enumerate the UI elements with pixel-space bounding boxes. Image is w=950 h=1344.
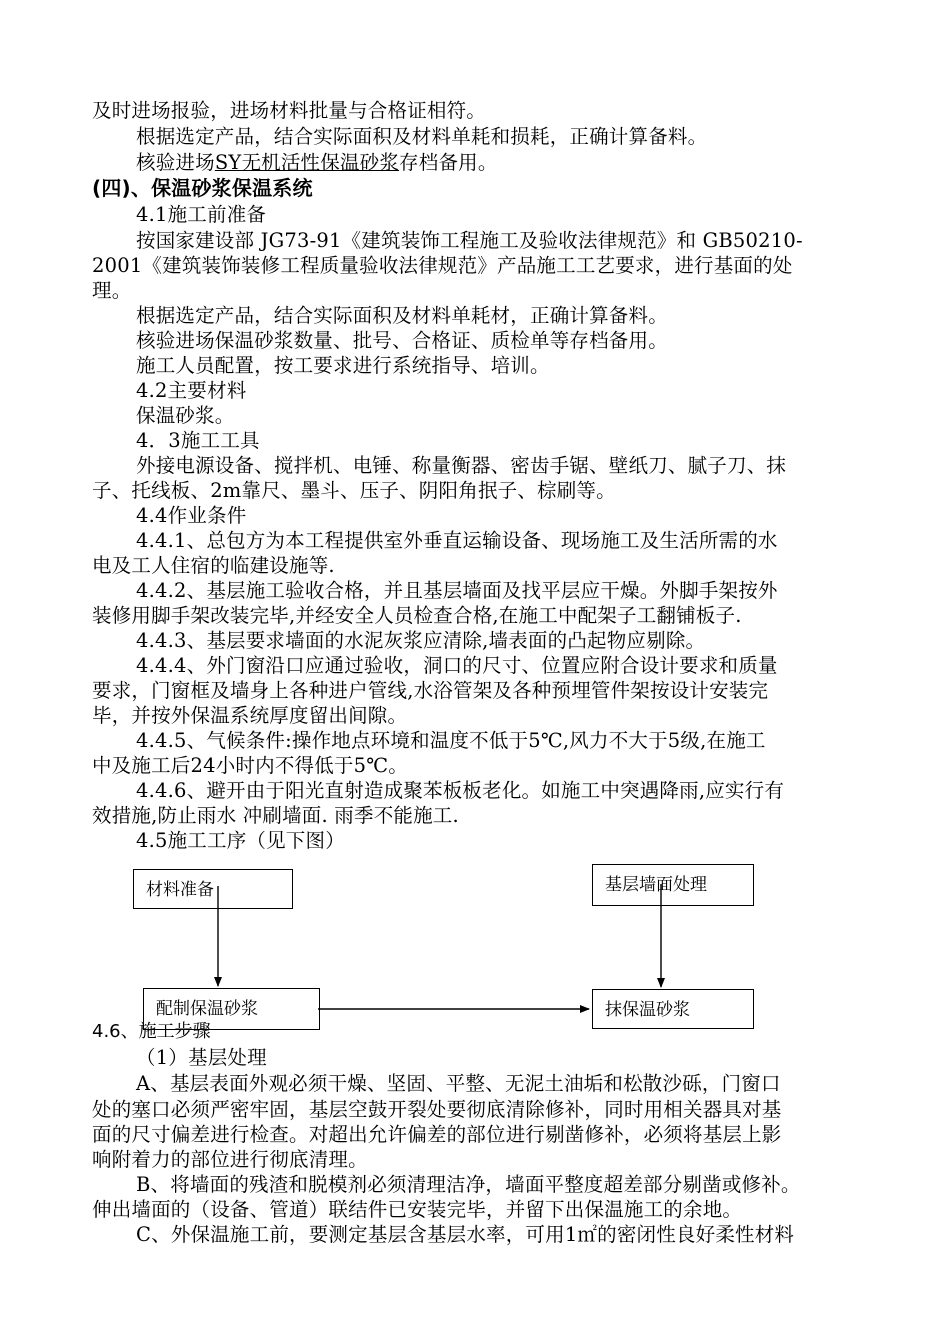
text-line: 4.4.4、外门窗沿口应通过验收，洞口的尺寸、位置应附合设计要求和质量	[136, 654, 778, 677]
text-line: 4.4.5、气候条件:操作地点环境和温度不低于5℃,风力不大于5级,在施工	[136, 729, 766, 752]
subsection-heading: 4.5施工工序（见下图）	[136, 829, 345, 852]
text-line: A、基层表面外观必须干燥、坚固、平整、无泥土油垢和松散沙砾，门窗口	[136, 1072, 781, 1095]
text-line: 根据选定产品，结合实际面积及材料单耗材，正确计算备料。	[136, 304, 668, 327]
subsection-heading: 4.2主要材料	[136, 379, 247, 402]
section-heading: (四)、保温砂浆保温系统	[92, 176, 313, 200]
text-line: 理。	[92, 279, 132, 302]
step-heading: 4.6、施工步骤	[92, 1021, 211, 1042]
text-line: 面的尺寸偏差进行检查。对超出允许偏差的部位进行剔凿修补，必须将基层上影	[92, 1123, 782, 1146]
text-line: 根据选定产品，结合实际面积及材料单耗和损耗，正确计算备料。	[136, 125, 708, 148]
text-line: 要求，门窗框及墙身上各种进户管线,水浴管架及各种预埋管件架按设计安装完	[92, 679, 769, 702]
text-span: 存档备用。	[399, 151, 498, 174]
text-line: 伸出墙面的（设备、管道）联结件已安装完毕，并留下出保温施工的余地。	[92, 1198, 743, 1221]
text-line: 4.4.6、避开由于阳光直射造成聚苯板板老化。如施工中突遇降雨,应实行有	[136, 779, 785, 802]
flow-box-label: 材料准备	[146, 880, 214, 900]
text-line: 及时进场报验，进场材料批量与合格证相符。	[92, 99, 487, 122]
text-line: 装修用脚手架改装完毕,并经安全人员检查合格,在施工中配架子工翻铺板子.	[92, 604, 742, 627]
text-line: 4.4.3、基层要求墙面的水泥灰浆应清除,墙表面的凸起物应剔除。	[136, 629, 706, 652]
subsection-heading: 4.4作业条件	[136, 504, 247, 527]
text-line: 中及施工后24小时内不得低于5℃。	[92, 754, 408, 777]
text-line: 响附着力的部位进行彻底清理。	[92, 1148, 368, 1171]
text-line: 施工人员配置，按工要求进行系统指导、培训。	[136, 354, 550, 377]
text-line: C、外保温施工前，要测定基层含基层水率，可用1㎡的密闭性良好柔性材料	[136, 1223, 795, 1246]
text-line: 毕，并按外保温系统厚度留出间隙。	[92, 704, 408, 727]
text-line: 电及工人住宿的临建设施等.	[92, 554, 335, 577]
text-line: 2001《建筑装饰装修工程质量验收法律规范》产品施工工艺要求，进行基面的处	[92, 254, 793, 277]
text-line: 子、托线板、2m靠尺、墨斗、压子、阴阳角抿子、棕刷等。	[92, 479, 616, 502]
text-line: 保温砂浆。	[136, 404, 235, 427]
subsection-heading: 4．3施工工具	[136, 429, 260, 452]
text-line: 处的塞口必须严密牢固，基层空鼓开裂处要彻底清除修补，同时用相关器具对基	[92, 1098, 782, 1121]
text-line: 外接电源设备、搅拌机、电锤、称量衡器、密齿手锯、壁纸刀、腻子刀、抹	[136, 454, 787, 477]
text-line: B、将墙面的残渣和脱模剂必须清理洁净，墙面平整度超差部分剔凿或修补。	[136, 1173, 801, 1196]
text-line: 4.4.2、基层施工验收合格，并且基层墙面及找平层应干燥。外脚手架按外	[136, 579, 778, 602]
subsection-heading: 4.1施工前准备	[136, 203, 267, 226]
text-line: 按国家建设部 JG73-91《建筑装饰工程施工及验收法律规范》和 GB50210-	[136, 229, 803, 252]
underlined-product-name: SY无机活性保温砂浆	[214, 151, 400, 174]
text-span: 核验进场	[136, 151, 215, 174]
text-line: 4.4.1、总包方为本工程提供室外垂直运输设备、现场施工及生活所需的水	[136, 529, 778, 552]
flow-box-label: 抹保温砂浆	[605, 1000, 690, 1020]
flow-box-label: 配制保温砂浆	[156, 999, 258, 1019]
flow-box-label: 基层墙面处理	[605, 875, 707, 895]
subsection-heading: （1）基层处理	[136, 1046, 267, 1069]
text-line: 核验进场保温砂浆数量、批号、合格证、质检单等存档备用。	[136, 329, 668, 352]
text-line: 效措施,防止雨水 冲刷墙面. 雨季不能施工.	[92, 804, 459, 827]
